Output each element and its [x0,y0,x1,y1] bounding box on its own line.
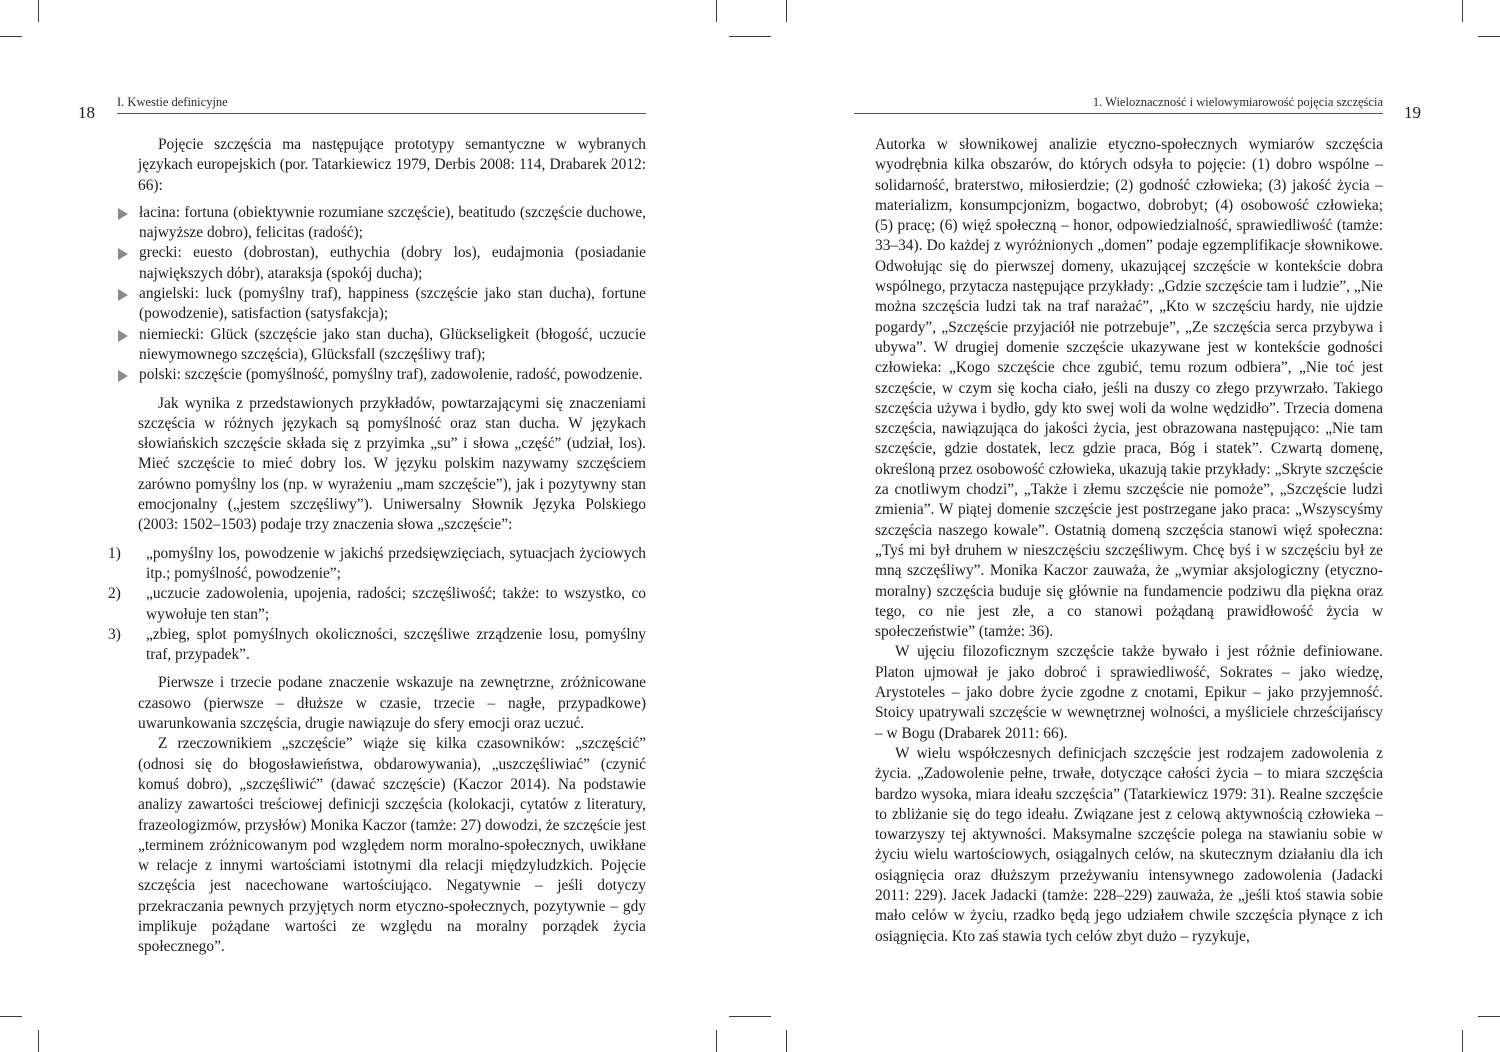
body-paragraph: Jak wynika z przedstawionych przykładów, powtarzającymi się znaczeniami szczęścia w różnych językach są pomyślność oraz stan ducha. W językach słowiańskich szczęście składa się z przyimka „su” i słowa „część” (udział, los). Mieć szczęście to mieć dobry los. W języku polskim nazywamy szczęściem zarówno pomyślny los (np. w wyrażeniu „mam szczęście”), jak i pozytywny stan emocjonalny („jestem szczęśliwy”). Uniwersalny Słownik Języka Polskiego (2003: 1502–1503) podaje trzy znaczenia słowa „szczęście”: [138,394,646,534]
body-paragraph: Autorka w słownikowej analizie etyczno-społecznych wymiarów szczęścia wyodrębnia kilka obszarów, do których odsyła to pojęcie: (1) dobro wspólne – solidarność, braterstwo, miłosierdzie; (2) godność człowieka; (3) jakość życia – materializm, konsumpcjonizm, bogactwo, dobrobyt; (4) osobowość człowieka; (5) pracę; (6) więź społeczną – honor, odpowiedzialność, sprawiedliwość (tamże: 33–34). Do każdej z wyróżnionych „domen” podaje egzemplifikacje słownikowe. Odwołując się do pierwszej domeny, ukazującej szczęście w kontekście dobra wspólnego, przytacza następujące przykłady: „Gdzie szczęście tam i ludzie”, „Nie można szczęścia ludzi tak na traf narażać”, „Kto w szczęściu hardy, nie ujdzie pogardy”, „Szczęście przyjaciół nie potrzebuje”, „Ze szczęścia serca przybywa i ubywa”. W drugiej domenie szczęście ukazywane jest w kontekście godności człowieka: „Kogo szczęście chce zgubić, temu rozum odbiera”, „Nie toć jest szczęście, w czym się kocha ciało, jeśli na duszy co złego przywrzało. Takiego szczęścia używa i bydło, gdy kto swej woli da wolne wędzidło”. Trzecia domena szczęścia, nawiązująca do jakości życia, jest obrazowana następująco: „Nie tam szczęście, gdzie dostatek, lecz gdzie praca, Bóg i statek”. Czwartą domenę, określoną przez osobowość człowieka, ukazują takie przykłady: „Skryte szczęście za cnotliwym chodzi”, „Także i złemu szczęście nie pomoże”, „Szczęście ludzi zmienia”. W piątej domenie szczęście jest postrzegane jako praca: „Wszyscyśmy szczęścia naszego kowale”. Ostatnią domeną szczęścia stanowi więź społeczna: „Tyś mi był druhem w nieszczęściu szczęśliwym. Chcę byś i w szczęściu był ze mną szczęśliwy”. Monika Kaczor zauważa, że „wymiar aksjologiczny (etyczno-moralny) szczęścia buduje się głównie na fundamencie podziwu dla piękna oraz tego, co nie jest złe, a co stanowi pożądaną prawidłowość życia w społeczeństwie” (tamże: 36). [875,136,1383,641]
list-item: 3) „zbieg, splot pomyślnych okoliczności, szczęśliwe zrządzenie losu, pomyślny traf, przypadek”. [108,625,646,664]
list-item: angielski: luck (pomyślny traf), happiness (szczęście jako stan ducha), fortune (powodzenie), satisfaction (satysfakcja); [116,284,646,325]
definition-list [108,544,646,666]
header-rule-right [854,113,1383,114]
crop-mark [1462,1030,1463,1052]
body-paragraph: Pierwsze i trzecie podane znaczenie wskazuje na zewnętrzne, zróżnicowane czasowo (pierwsze – dłuższe w czasie, trzecie – nagłe, przypadkowe) uwarunkowania szczęścia, drugie nawiązuje do sfery emocji oraz uczuć. [138,674,646,733]
left-text-block [108,135,646,958]
body-paragraph: W wielu współczesnych definicjach szczęście jest rodzajem zadowolenia z życia. „Zadowolenie pełne, trwałe, dotyczące całości życia – to miara szczęścia bardzo wysoka, miara ideału szczęścia” (Tatarkiewicz 1979: 31). Realne szczęście to zbliżanie się do tego ideału. Związane jest z celową aktywnością człowieka – towarzyszy tej aktywności. Maksymalne szczęście polega na stawianiu sobie w życiu wielu wartościowych, osiągalnych celów, na skutecznym działaniu dla ich osiągnięcia oraz dłuższym przeżywaniu intensywnego zadowolenia (Jadacki 2011: 229). Jacek Jadacki (tamże: 228–229) zauważa, że „jeśli ktoś stawia sobie mało celów w życiu, rzadko będą jego udziałem chwile szczęścia płynące z ich osiągnięcia. Kto zaś stawia tych celów zbyt dużo – ryzykuje, [875,744,1383,945]
crop-mark [786,1030,787,1052]
header-rule-left [117,113,646,114]
crop-mark [716,0,717,22]
crop-mark [0,1016,22,1017]
crop-mark [1462,0,1463,22]
right-text-block [875,135,1383,947]
intro-paragraph: Pojęcie szczęścia ma następujące prototypy semantyczne w wybranych językach europejskich (por. Tatarkiewicz 1979, Derbis 2008: 114, Drabarek 2012: 66): [138,136,646,194]
list-item: łacina: fortuna (obiektywnie rozumiane szczęście), beatitudo (szczęście duchowe, najwyższe dobro), felicitas (radość); [116,203,646,244]
body-paragraph: Z rzeczownikiem „szczęście” wiąże się kilka czasowników: „szczęścić” (odnosi się do błogosławieństwa, obdarowywania), „uszczęśliwiać” (czynić komuś dobro), „szczęśliwić” (dawać szczęście) (Kaczor 2014). Na podstawie analizy zawartości treściowej definicji szczęścia (kolokacji, cytatów z literatury, frazeologizmów, przysłów) Monika Kaczor (tamże: 27) dowodzi, że szczęście jest „terminem zróżnicowanym pod względem norm moralno-społecznych, uwikłane w relacje z innymi wartościami istotnymi dla relacji międzyludzkich. Pojęcie szczęścia jest nacechowane wartościująco. Negatywnie – jeśli dotyczy przekraczania pewnych przyjętych norm etyczno-społecznych, pozytywnie – gdy implikuje pożądane wartości ze względu na moralny porządek życia społecznego”. [138,735,646,956]
crop-mark [1478,36,1500,37]
triangle-bullet-icon [118,370,128,382]
crop-mark [729,36,771,37]
page-number-right: 19 [1404,103,1421,122]
triangle-bullet-icon [118,330,128,342]
crop-mark [786,0,787,22]
triangle-bullet-icon [118,208,128,220]
crop-mark [1478,1016,1500,1017]
crop-mark [0,36,22,37]
running-head-left: I. Kwestie definicyjne [117,95,228,109]
triangle-bullet-icon [118,248,128,260]
list-item: niemiecki: Glück (szczęście jako stan ducha), Glückseligkeit (błogość, uczucie niewymownego szczęścia), Glücksfall (szczęśliwy traf); [116,325,646,366]
crop-mark [729,1016,771,1017]
list-item: polski: szczęście (pomyślność, pomyślny traf), zadowolenie, radość, powodzenie. [116,365,646,385]
crop-mark [716,1030,717,1052]
list-item: grecki: euesto (dobrostan), euthychia (dobry los), eudajmonia (posiadanie największych dóbr), ataraksja (spokój ducha); [116,243,646,284]
list-item: 2) „uczucie zadowolenia, upojenia, radości; szczęśliwość; także: to wszystko, co wywołuje ten stan”; [108,585,646,623]
language-list [116,203,646,386]
crop-mark [38,0,39,22]
crop-mark [38,1030,39,1052]
page-number-left: 18 [78,103,95,122]
body-paragraph: W ujęciu filozoficznym szczęście także bywało i jest różnie definiowane. Platon ujmował je jako dobroć i sprawiedliwość, Sokrates – jako wiedzę, Arystoteles – jako dobre życie zgodne z cnotami, Epikur – jako przyjemność. Stoicy upatrywali szczęście w wewnętrznej wolności, a myśliciele chrześcijańscy – w Bogu (Drabarek 2011: 66). [875,643,1383,742]
list-item: 1) „pomyślny los, powodzenie w jakichś przedsięwzięciach, sytuacjach życiowych itp.; pomyślność, powodzenie”; [108,544,646,582]
running-head-right: 1. Wieloznaczność i wielowymiarowość pojęcia szczęścia [1092,95,1383,109]
triangle-bullet-icon [118,289,128,301]
